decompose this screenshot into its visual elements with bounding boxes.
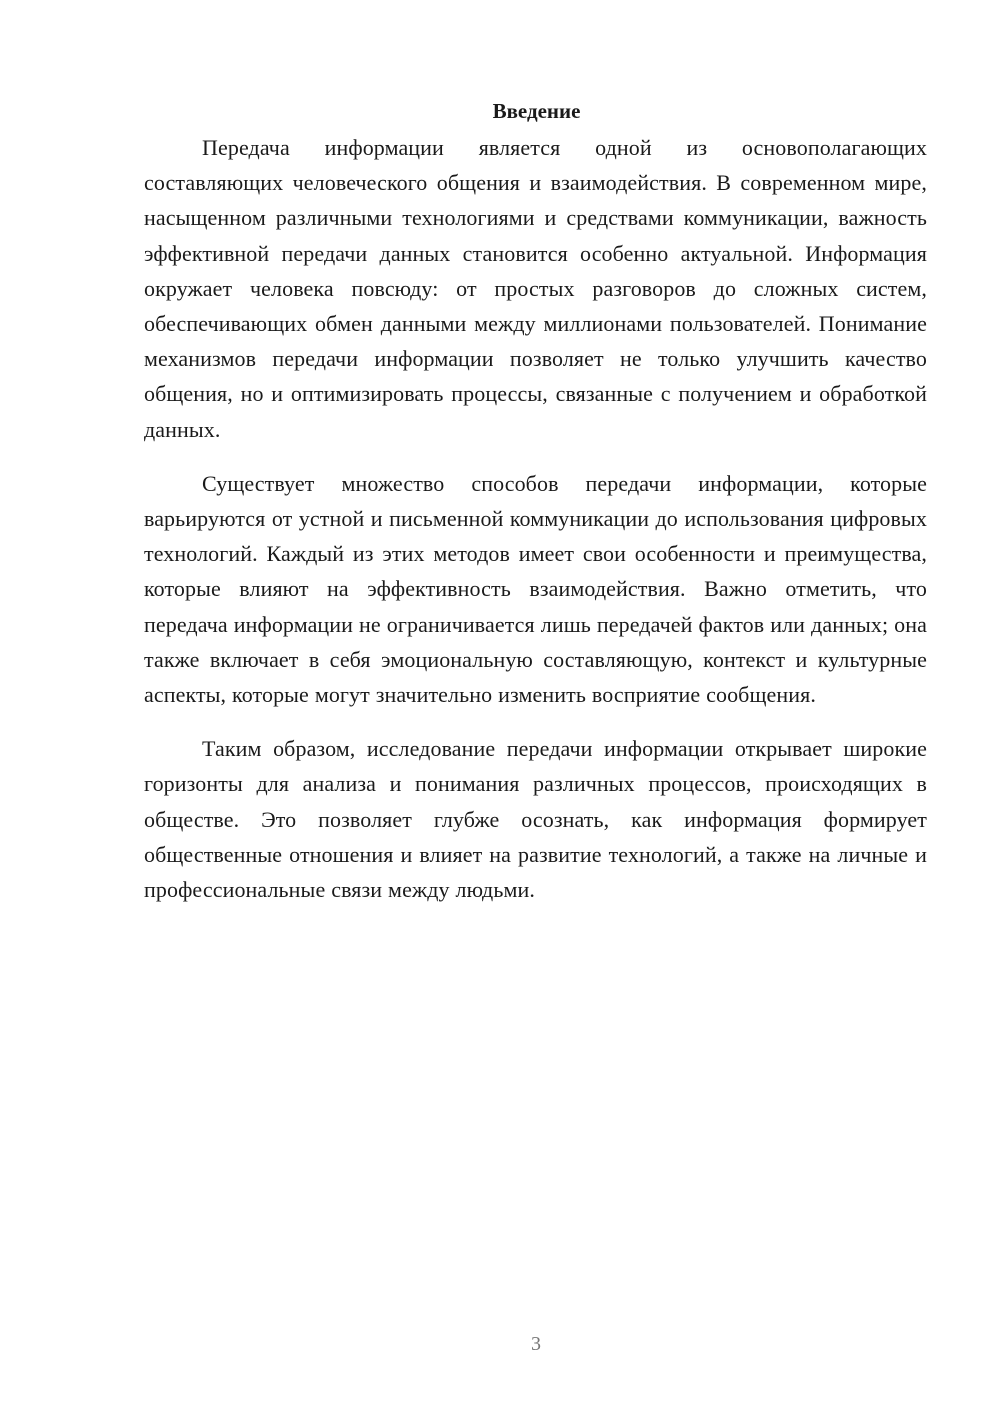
page-content <box>144 96 927 926</box>
paragraph-2: Существует множество способов передачи информации, которые варьируются от устной и письменной коммуникации до использования цифровых технологий. Каждый из этих методов имеет свои особенности и преимущества, которые влияют на эффективность взаимодействия. Важно отметить, что передача информации не ограничивается лишь передачей фактов или данных; она также включает в себя эмоциональную составляющую, контекст и культурные аспекты, которые могут значительно изменить восприятие сообщения. <box>144 470 927 708</box>
page-number: 3 <box>531 1333 541 1355</box>
section-title: Введение <box>492 99 581 123</box>
paragraph-1: Передача информации является одной из основополагающих составляющих человеческого общения и взаимодействия. В современном мире, насыщенном различными технологиями и средствами коммуникации, важность эффективной передачи данных становится особенно актуальной. Информация окружает человека повсюду: от простых разговоров до сложных систем, обеспечивающих обмен данными между миллионами пользователей. Понимание механизмов передачи информации позволяет не только улучшить качество общения, но и оптимизировать процессы, связанные с получением и обработкой данных. <box>144 135 927 442</box>
paragraph-3: Таким образом, исследование передачи информации открывает широкие горизонты для анализа и понимания различных процессов, происходящих в обществе. Это позволяет глубже осознать, как информация формирует общественные отношения и влияет на развитие технологий, а также на личные и профессиональные связи между людьми. <box>144 736 927 903</box>
